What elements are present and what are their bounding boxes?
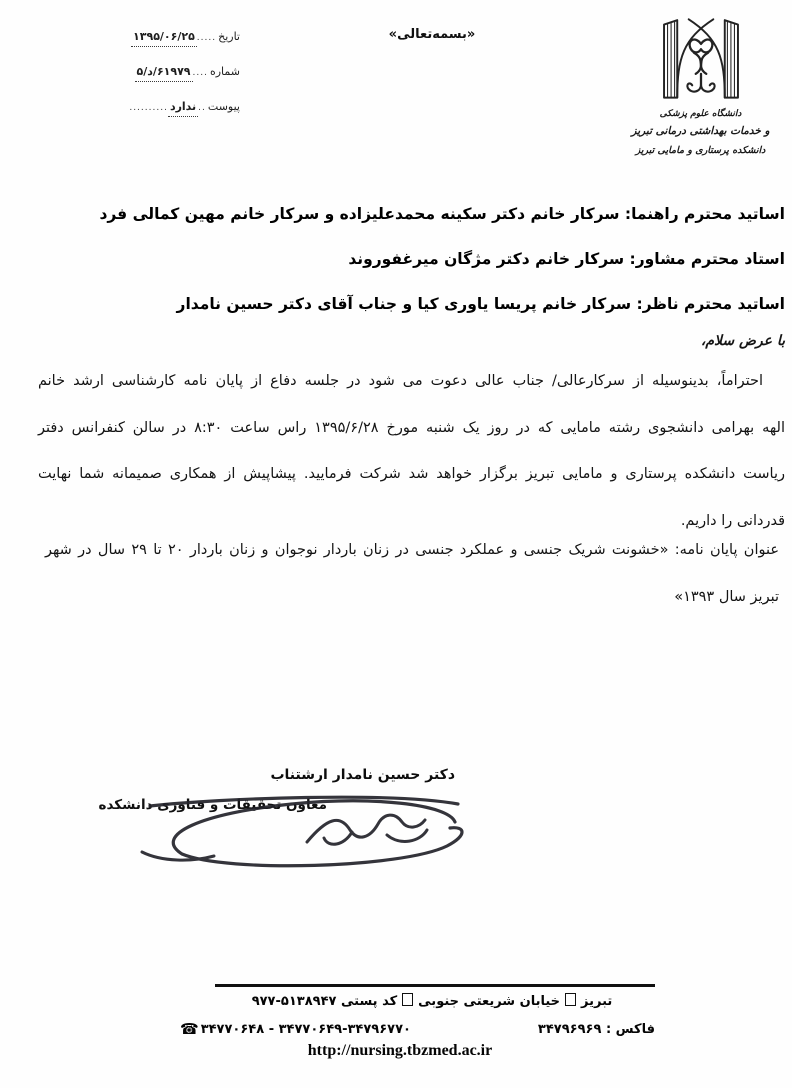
signatory-title: معاون تحقیقات و فناوری دانشکده (98, 797, 327, 813)
logo-text-university-2: و خدمات بهداشتی درمانی تبریز (631, 125, 770, 137)
university-logo-emblem (657, 12, 745, 104)
letterhead-fields (60, 29, 240, 134)
attachment-value: ندارد (168, 99, 198, 117)
phone-numbers: ۳۴۷۷۰۶۴۸ - ۳۴۷۷۰۶۴۹-۳۴۷۹۶۷۷۰ (200, 1022, 411, 1037)
date-label: تاریخ (218, 30, 240, 43)
fax-label: فاکس : (605, 1022, 655, 1037)
footer-address-line (182, 992, 682, 1012)
thesis-title-line: عنوان پایان نامه: «خشونت شریک جنسی و عملکرد جنسی در زنان باردار نوجوان و زنان باردار ۲۰ تا ۲۹ سال در شهر (45, 542, 780, 558)
salutation-text: با عرض سلام، (700, 333, 785, 349)
recipient-line-supervisors: اساتید محترم راهنما: سرکار خانم دکتر سکینه محمدعلیزاده و سرکار خانم مهین کمالی فرد (99, 205, 785, 223)
university-logo (613, 4, 788, 160)
letter-number-field (60, 64, 240, 82)
footer-city: تبریز (581, 994, 613, 1009)
signature-scribble (132, 780, 472, 875)
recipient-line-advisor: استاد محترم مشاور: سرکار خانم دکتر مژگان میرغفوروند (348, 250, 785, 268)
footer-postal-code: ۵۱۳۸۹۴۷-۹۷۷ (251, 994, 337, 1009)
attachment-tail-dots: .......... (129, 103, 168, 113)
recipient-line-examiners: اساتید محترم ناظر: سرکار خانم پریسا یاوری کیا و جناب آقای دکتر حسین نامدار (176, 295, 785, 313)
footer-phones (180, 1019, 411, 1040)
date-leader-dots: ..... (196, 33, 217, 43)
body-paragraph (38, 358, 785, 544)
attachment-label: پیوست (207, 100, 240, 113)
thesis-title-block (45, 527, 779, 620)
footer-fax (538, 1020, 655, 1040)
logo-text-university-1: دانشگاه علوم پزشکی (659, 109, 742, 119)
number-value: ۶۱۹۷۹/د/۵ (135, 64, 193, 82)
letter-attachment-field (60, 99, 240, 117)
phone-icon: ☎ (180, 1020, 199, 1038)
date-value: ۱۳۹۵/۰۶/۲۵ (131, 29, 197, 47)
separator-box-icon (565, 993, 576, 1006)
logo-text-faculty: دانشکده پرستاری و مامایی تبریز (635, 145, 766, 156)
thesis-title-line: تبریز سال ۱۳۹۳» (674, 588, 779, 605)
body-paragraph-line: قدردانی را داریم. (680, 512, 785, 529)
footer-postal-label: کد پستی (340, 994, 398, 1009)
bismillah-heading: «بسمه‌تعالی» (388, 27, 476, 42)
body-paragraph-line: الهه بهرامی دانشجوی رشته مامایی که در روز یک شنبه مورخ ۱۳۹۵/۶/۲۸ راس ساعت ۸:۳۰ در سالن کنفرانس دفتر (38, 419, 786, 436)
attachment-leader-dots: .. (198, 103, 206, 113)
body-paragraph-line: ریاست دانشکده پرستاری و مامایی تبریز برگزار خواهد شد شرکت فرمایید. پیشاپیش از همکاری صمیمانه شما نهایت (38, 466, 785, 482)
number-leader-dots: .... (192, 68, 208, 78)
footer-street: خیابان شریعتی جنوبی (418, 994, 561, 1009)
separator-box-icon (402, 993, 413, 1006)
fax-number: ۳۴۷۹۶۹۶۹ (537, 1022, 602, 1037)
number-label: شماره (209, 65, 240, 78)
body-paragraph-line: احتراماً، بدینوسیله از سرکارعالی/ جناب عالی دعوت می شود در جلسه دفاع از پایان نامه کارشناسی ارشد خانم (38, 373, 763, 389)
footer-url: http://nursing.tbzmed.ac.ir (307, 1042, 493, 1059)
signatory-name: دکتر حسین نامدار ارشتناب (270, 767, 455, 783)
recipient-lines (99, 192, 785, 327)
footer-divider-rule (215, 984, 655, 987)
letter-date-field (60, 29, 240, 47)
footer-phone-fax-line (180, 1019, 655, 1040)
